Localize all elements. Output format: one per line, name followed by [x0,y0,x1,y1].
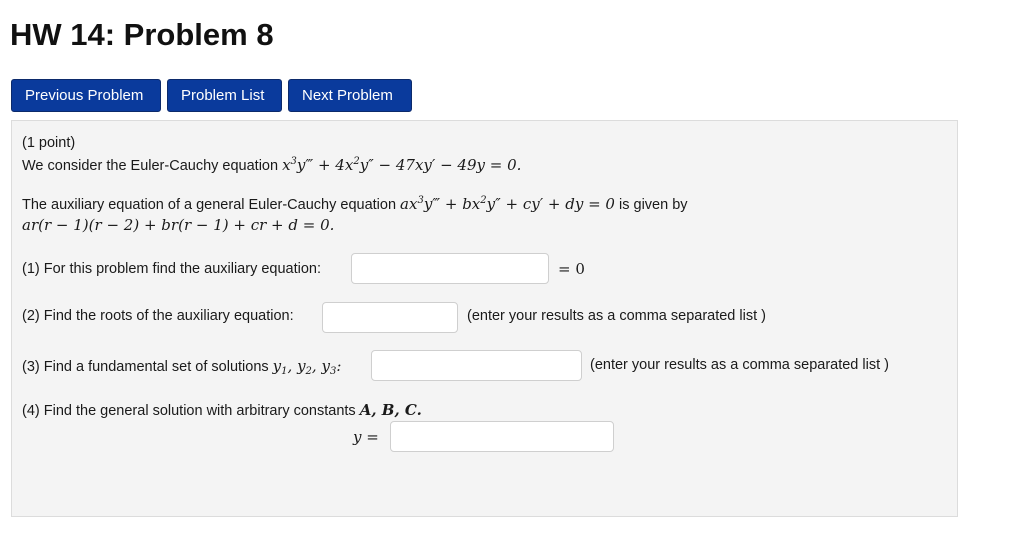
problem-list-button[interactable]: Problem List [167,79,282,112]
page-title: HW 14: Problem 8 [10,17,274,52]
aux-intro-text: The auxiliary equation of a general Euler-Cauchy equation [22,197,397,213]
q3-label: (3) Find a fundamental set of solutions [22,359,269,375]
problem-navigation [11,79,412,112]
aux-equation-input[interactable] [351,253,549,284]
next-problem-button[interactable]: Next Problem [288,79,412,112]
y-equals-label: y = [353,428,379,446]
auxiliary-formula: ar(r − 1)(r − 2) + br(r − 1) + cr + d = 0. [22,216,335,234]
aux-intro [22,195,688,213]
q1-label: (1) For this problem find the auxiliary equation: [22,261,322,277]
fundamental-set-input[interactable] [371,350,582,381]
q4-row [22,401,422,419]
aux-given-by: is given by [619,197,688,213]
points-label: (1 point) [22,135,76,151]
euler-cauchy-equation: $x^3y‴ + 4x^2y'' - 47xy' - 49y = 0$. [282,156,522,174]
roots-input[interactable] [322,302,458,333]
problem-panel [11,120,958,517]
q4-label: (4) Find the general solution with arbitrary constants [22,403,356,419]
intro-text: We consider the Euler-Cauchy equation [22,158,279,174]
q3-hint: (enter your results as a comma separated list ) [590,357,889,373]
previous-problem-button[interactable]: Previous Problem [11,79,161,112]
q2-hint: (enter your results as a comma separated list ) [467,308,766,324]
general-equation: $ax^3y‴ + bx^2y'' + cy'$ + dy = 0 [400,195,615,213]
solution-symbols: $y_1$, $y_2$, $y_3$: [272,357,342,377]
arbitrary-constants: A, B, C. [359,401,422,419]
problem-intro [22,156,521,174]
general-solution-input[interactable] [390,421,614,452]
q1-suffix: = 0 [558,260,585,278]
q2-label: (2) Find the roots of the auxiliary equation: [22,308,294,324]
q3-row [22,357,341,375]
